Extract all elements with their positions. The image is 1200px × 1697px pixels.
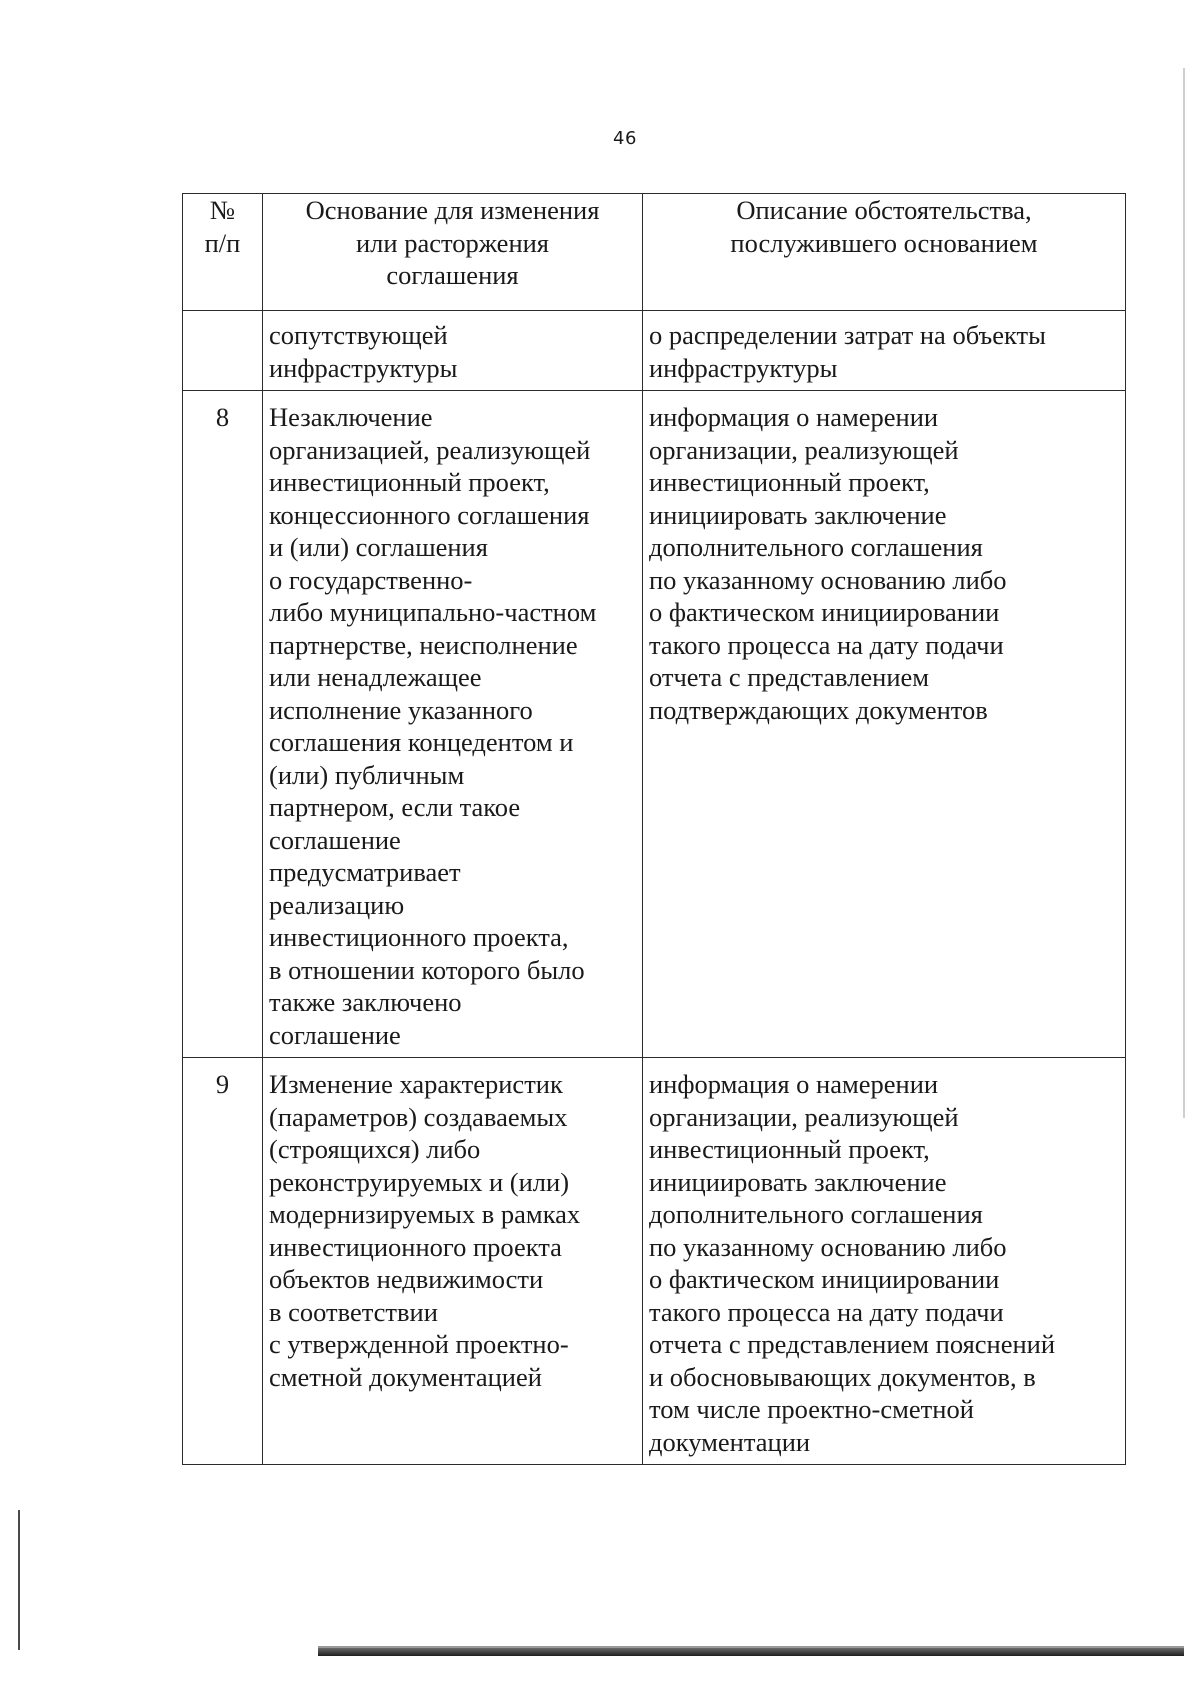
text-line: также заключено <box>269 987 462 1017</box>
text-line: соглашения <box>386 260 519 290</box>
text-line: о распределении затрат на объекты <box>649 320 1046 350</box>
page-number: 46 <box>613 128 637 149</box>
text-line: с утвержденной проектно- <box>269 1329 569 1359</box>
text-line: информация о намерении <box>649 1069 939 1099</box>
row-description <box>643 311 1126 391</box>
row-description <box>643 391 1126 1058</box>
text-line: в соответствии <box>269 1296 438 1327</box>
text-line: предусматривает <box>269 857 461 887</box>
row-basis <box>263 391 643 1058</box>
text-line: по указанному основанию либо <box>649 1231 1007 1262</box>
text-line: инвестиционного проекта, <box>269 922 569 952</box>
text-line: соглашение <box>269 824 401 855</box>
text-line: реализацию <box>269 889 405 920</box>
text-line: Незаключение <box>269 402 433 432</box>
text-line: (строящихся) либо <box>269 1134 481 1164</box>
header-description <box>643 194 1126 311</box>
text-line: Описание обстоятельства, <box>736 195 1032 225</box>
text-line: инвестиционного проекта <box>269 1231 562 1262</box>
text-line: инвестиционный проект, <box>649 467 930 497</box>
text-line: дополнительного соглашения <box>649 1199 983 1229</box>
text-line: организации, реализующей <box>649 434 959 465</box>
table-row <box>183 391 1126 1058</box>
text-line: партнером, если такое <box>269 792 521 822</box>
header-basis <box>263 194 643 311</box>
text-line: инфраструктуры <box>269 352 458 383</box>
text-line: либо муниципально-частном <box>269 597 597 627</box>
text-line: п/п <box>204 227 241 258</box>
text-line: по указанному основанию либо <box>649 564 1007 595</box>
text-line: о фактическом инициировании <box>649 597 1000 627</box>
row-number: 9 <box>183 1058 263 1465</box>
text-line: объектов недвижимости <box>269 1264 544 1294</box>
text-line: подтверждающих документов <box>649 694 988 725</box>
text-line: исполнение указанного <box>269 694 533 725</box>
text-line: такого процесса на дату подачи <box>649 1296 1004 1327</box>
table-row <box>183 1058 1126 1465</box>
text-line: № <box>209 195 236 225</box>
text-line: соглашения концедентом и <box>269 727 574 757</box>
text-line: документации <box>649 1426 811 1457</box>
header-number <box>183 194 263 311</box>
table-header-row <box>183 194 1126 311</box>
text-line: партнерстве, неисполнение <box>269 629 578 660</box>
text-line: послужившего основанием <box>730 227 1038 258</box>
text-line: или ненадлежащее <box>269 662 482 692</box>
text-line: модернизируемых в рамках <box>269 1199 581 1229</box>
text-line: реконструируемых и (или) <box>269 1166 570 1197</box>
text-line: соглашение <box>269 1019 401 1050</box>
text-line: и обосновывающих документов, в <box>649 1361 1036 1392</box>
text-line: в отношении которого было <box>269 954 585 985</box>
text-line: Основание для изменения <box>305 195 600 225</box>
text-line: инициировать заключение <box>649 499 947 530</box>
text-line: организацией, реализующей <box>269 434 591 465</box>
text-line: инвестиционный проект, <box>269 467 550 497</box>
table-row <box>183 311 1126 391</box>
row-basis <box>263 311 643 391</box>
text-line: такого процесса на дату подачи <box>649 629 1004 660</box>
scan-edge-line <box>1183 68 1185 1118</box>
text-line: сопутствующей <box>269 320 448 350</box>
text-line: инициировать заключение <box>649 1166 947 1197</box>
text-line: (или) публичным <box>269 759 465 790</box>
text-line: информация о намерении <box>649 402 939 432</box>
text-line: отчета с представлением пояснений <box>649 1329 1056 1359</box>
text-line: или расторжения <box>356 227 549 258</box>
scan-edge-line <box>18 1510 20 1650</box>
text-line: концессионного соглашения <box>269 499 590 530</box>
text-line: инвестиционный проект, <box>649 1134 930 1164</box>
row-number <box>183 311 263 391</box>
text-line: о государственно- <box>269 564 473 595</box>
text-line: (параметров) создаваемых <box>269 1101 568 1132</box>
text-line: Изменение характеристик <box>269 1069 563 1099</box>
text-line: том числе проектно-сметной <box>649 1394 974 1424</box>
text-line: дополнительного соглашения <box>649 532 983 562</box>
text-line: организации, реализующей <box>649 1101 959 1132</box>
row-basis <box>263 1058 643 1465</box>
row-description <box>643 1058 1126 1465</box>
text-line: и (или) соглашения <box>269 532 488 562</box>
row-number: 8 <box>183 391 263 1058</box>
document-table <box>182 193 1126 1465</box>
text-line: отчета с представлением <box>649 662 930 692</box>
text-line: инфраструктуры <box>649 352 838 383</box>
text-line: сметной документацией <box>269 1361 542 1392</box>
scan-bottom-bar <box>318 1648 1184 1656</box>
text-line: о фактическом инициировании <box>649 1264 1000 1294</box>
